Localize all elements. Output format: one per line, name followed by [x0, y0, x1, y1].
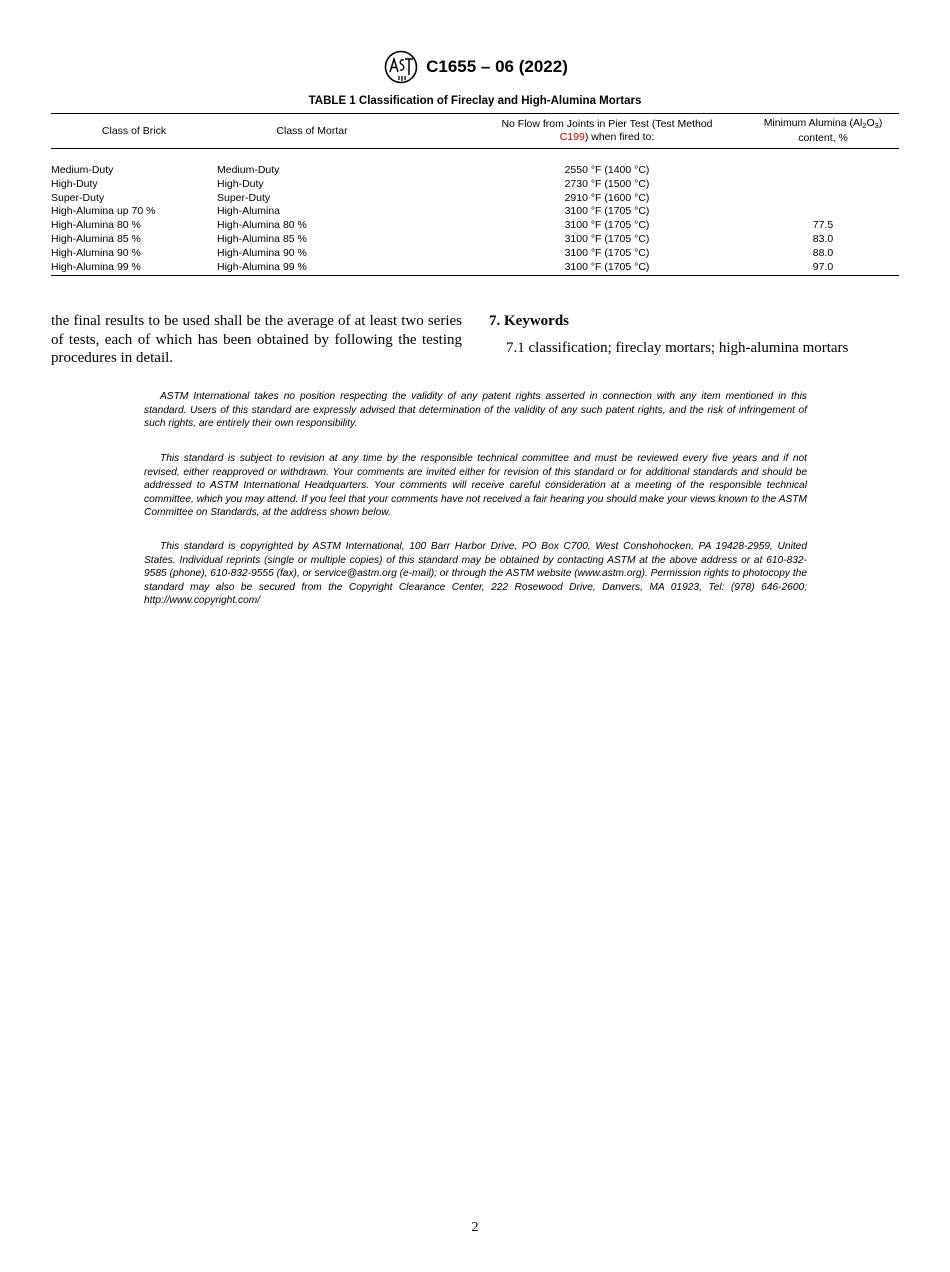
cell-temp: 3100 °F (1705 °C) — [564, 232, 650, 245]
table-row — [51, 205, 899, 219]
classification-table — [51, 113, 899, 276]
cell-mortar: High-Alumina — [217, 205, 281, 218]
astm-logo-icon — [382, 50, 420, 84]
c199-link[interactable]: C199 — [559, 131, 585, 143]
cell-mortar: Super-Duty — [217, 191, 271, 204]
header-no-flow — [467, 114, 747, 149]
cell-temp: 3100 °F (1705 °C) — [467, 261, 747, 276]
cell-brick: High-Alumina 90 % — [51, 246, 141, 259]
table-header-row — [51, 114, 899, 149]
cell-mortar: High-Duty — [217, 177, 264, 190]
page-header — [0, 50, 950, 84]
cell-mortar: High-Alumina 90 % — [217, 246, 307, 259]
cell-brick: High-Alumina up 70 % — [51, 205, 156, 218]
cell-brick: Medium-Duty — [51, 164, 114, 176]
cell-mortar: Medium-Duty — [217, 164, 280, 176]
body-paragraph-continuation: the final results to be used shall be the average of at least two series of tests, each of which has been obtained by following the testing procedures in detail. — [51, 313, 462, 366]
cell-alumina — [747, 192, 899, 206]
table-row — [51, 178, 899, 192]
header-min-alumina: Minimum Alumina $(Al_2O_3)$ content, % — [747, 114, 899, 149]
table-row — [51, 164, 899, 178]
cell-brick: Super-Duty — [51, 191, 105, 204]
cell-temp: 2730 °F (1500 °C) — [564, 177, 650, 190]
page-number: 2 — [471, 1220, 479, 1235]
header-class-of-mortar: Class of Mortar — [217, 114, 467, 149]
keywords-section — [489, 312, 899, 357]
copyright-notice: This standard is copyrighted by ASTM International, 100 Barr Harbor Drive, PO Box C700, West Conshohocken, PA 19428-2959, United States. Individual reprints (single or multiple copies) of this standard may be obtained by contacting ASTM at the above address or at 610-832-9585 (phone), 610-832-9555 (fax), or service@astm.org (e-mail); or through the ASTM website (www.astm.org). Permission rights to photocopy the standard may also be secured from the Copyright Clearance Center, 222 Rosewood Drive, Danvers, MA 01923, Tel: (978) 646-2600; http://www.copyright.com/ — [144, 541, 807, 607]
keywords-text: 7.1 classification; fireclay mortars; high-alumina mortars — [506, 339, 849, 356]
cell-alumina — [747, 205, 899, 219]
table-title: TABLE 1 Classification of Fireclay and High-Alumina Mortars — [308, 95, 642, 107]
cell-mortar: High-Alumina 85 % — [217, 232, 307, 245]
table-row — [51, 247, 899, 261]
cell-brick: High-Alumina 80 % — [51, 219, 141, 232]
cell-mortar: High-Alumina 80 % — [217, 219, 307, 232]
table-row — [51, 192, 899, 206]
cell-alumina — [747, 178, 899, 192]
cell-alumina — [747, 164, 899, 178]
patent-notice: ASTM International takes no position respecting the validity of any patent rights asserted in connection with any item mentioned in this standard. Users of this standard are expressly advised that determination of the validity of any such patent rights, and the risk of infringement of such rights, are entirely their own responsibility. — [144, 391, 807, 430]
cell-alumina: 97.0 — [747, 261, 899, 276]
cell-temp: 3100 °F (1705 °C) — [564, 219, 650, 232]
cell-brick: High-Alumina 99 % — [51, 261, 217, 276]
cell-alumina: 88.0 — [812, 246, 834, 259]
cell-alumina: 83.0 — [812, 232, 834, 245]
table-row — [51, 261, 899, 276]
designation: C1655 – 06 (2022) — [426, 57, 568, 76]
cell-brick: High-Alumina 85 % — [51, 232, 141, 245]
cell-mortar: High-Alumina 99 % — [217, 261, 467, 276]
keywords-heading: 7. Keywords — [489, 313, 569, 329]
header-class-of-brick: Class of Brick — [51, 114, 217, 149]
table-row — [51, 219, 899, 233]
revision-notice: This standard is subject to revision at any time by the responsible technical committee and must be reviewed every five years and if not revised, either reapproved or withdrawn. Your comments are invited either for revision of this standard or for additional standards and should be addressed to ASTM International Headquarters. Your comments will receive careful consideration at a meeting of the responsible technical committee, which you may attend. If you feel that your comments have not received a fair hearing you should make your views known to the ASTM Committee on Standards, at the address shown below. — [144, 453, 807, 519]
table-row — [51, 233, 899, 247]
cell-brick: High-Duty — [51, 177, 98, 190]
cell-temp: 2910 °F (1600 °C) — [564, 191, 650, 204]
header-no-flow-line2: ) when fired to: — [584, 131, 655, 143]
cell-alumina: 77.5 — [812, 219, 834, 232]
cell-temp: 3100 °F (1705 °C) — [564, 246, 650, 259]
header-no-flow-line1: No Flow from Joints in Pier Test (Test Method — [501, 118, 713, 130]
cell-temp: 2550 °F (1400 °C) — [564, 164, 650, 176]
cell-temp: 3100 °F (1705 °C) — [564, 205, 650, 218]
